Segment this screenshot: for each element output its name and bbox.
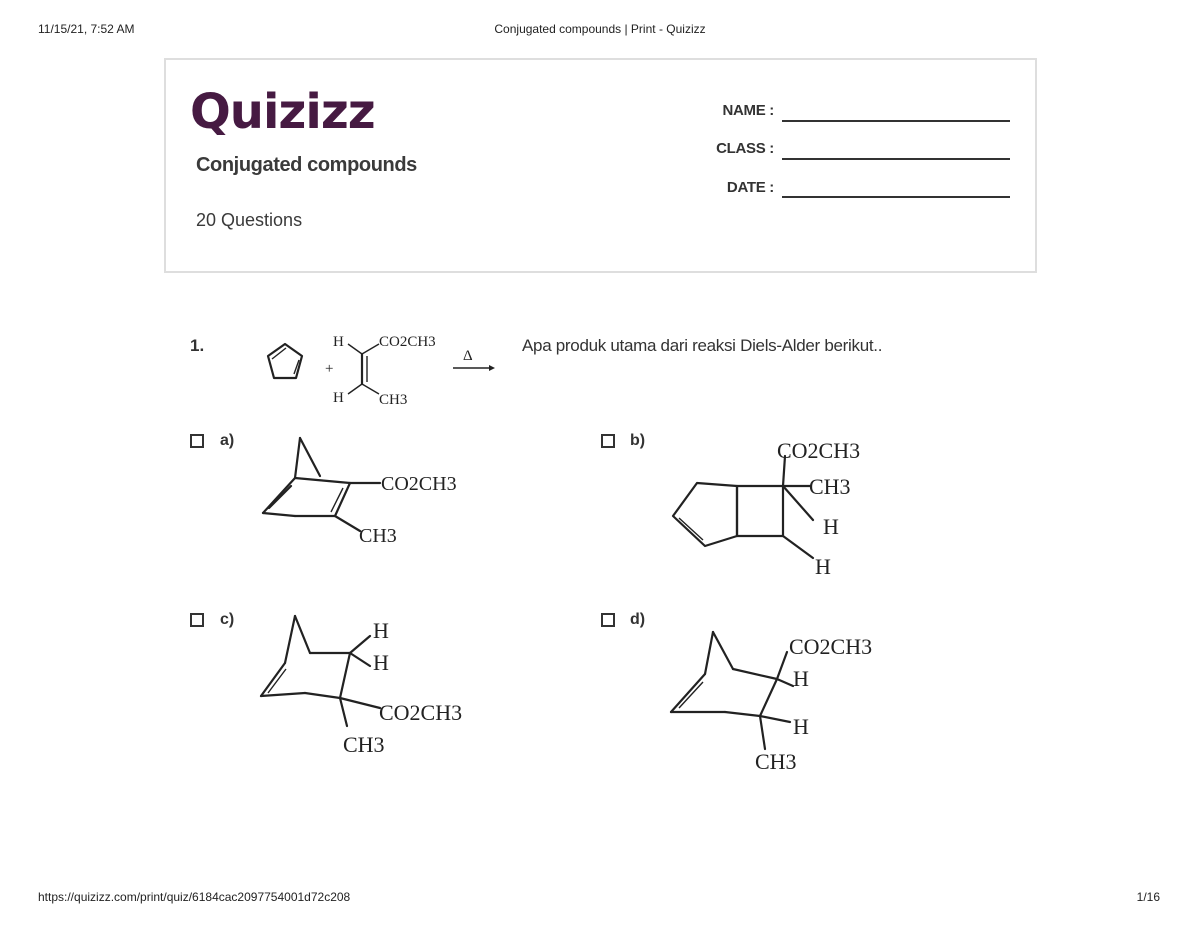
print-page-number: 1/16	[1136, 890, 1160, 904]
date-field-label: DATE :	[726, 179, 774, 196]
reaction-scheme-image	[255, 326, 505, 412]
option-c-h2: H	[373, 650, 389, 675]
option-d-co2ch3: CO2CH3	[789, 634, 873, 659]
name-field-line[interactable]	[782, 120, 1010, 122]
print-url: https://quizizz.com/print/quiz/6184cac2097754001d72c208	[38, 890, 351, 904]
question-number: 1.	[190, 336, 205, 355]
option-d-label[interactable]: d)	[630, 611, 646, 628]
option-c-h1: H	[373, 618, 389, 643]
quiz-title: Conjugated compounds	[196, 154, 417, 176]
reaction-arrow-icon	[489, 365, 495, 371]
quizizz-logo: Quizizz	[190, 84, 375, 140]
option-b-label[interactable]: b)	[630, 432, 646, 449]
option-a-co2ch3: CO2CH3	[381, 473, 457, 495]
option-a-checkbox[interactable]	[190, 434, 204, 448]
option-c-checkbox[interactable]	[190, 613, 204, 627]
option-d-h2: H	[793, 714, 809, 739]
option-a-ch3: CH3	[359, 525, 397, 547]
print-page-title: Conjugated compounds | Print - Quizizz	[494, 22, 706, 36]
option-a-structure	[255, 428, 485, 553]
option-c-co2ch3: CO2CH3	[379, 700, 463, 725]
option-b-structure	[665, 428, 905, 578]
reaction-h-top: H	[333, 334, 344, 350]
heat-symbol: Δ	[463, 348, 473, 364]
question-count: 20 Questions	[196, 210, 303, 230]
option-c-ch3: CH3	[343, 732, 385, 757]
option-b-ch3: CH3	[809, 474, 851, 499]
methyl-crotonate-structure	[333, 334, 436, 408]
class-field-label: CLASS :	[716, 140, 774, 157]
option-b-h2: H	[815, 554, 831, 578]
option-c-label[interactable]: c)	[220, 611, 235, 628]
reaction-ch3: CH3	[379, 392, 408, 408]
option-b-checkbox[interactable]	[601, 434, 615, 448]
date-field-line[interactable]	[782, 196, 1010, 198]
name-field-label: NAME :	[722, 102, 774, 119]
reaction-h-bottom: H	[333, 390, 344, 406]
option-d-h1: H	[793, 666, 809, 691]
option-d-checkbox[interactable]	[601, 613, 615, 627]
class-field-line[interactable]	[782, 158, 1010, 160]
question-text: Apa produk utama dari reaksi Diels-Alder berikut..	[522, 336, 883, 355]
option-d-structure	[665, 624, 905, 774]
option-c-structure	[255, 608, 495, 758]
print-datetime: 11/15/21, 7:52 AM	[38, 22, 135, 36]
option-d-ch3: CH3	[755, 749, 797, 774]
reaction-plus: +	[325, 361, 334, 377]
option-a-label[interactable]: a)	[220, 432, 235, 449]
option-b-h1: H	[823, 514, 839, 539]
option-b-co2ch3: CO2CH3	[777, 438, 861, 463]
reaction-co2ch3: CO2CH3	[379, 334, 436, 350]
cyclopentadiene-structure	[268, 344, 302, 378]
